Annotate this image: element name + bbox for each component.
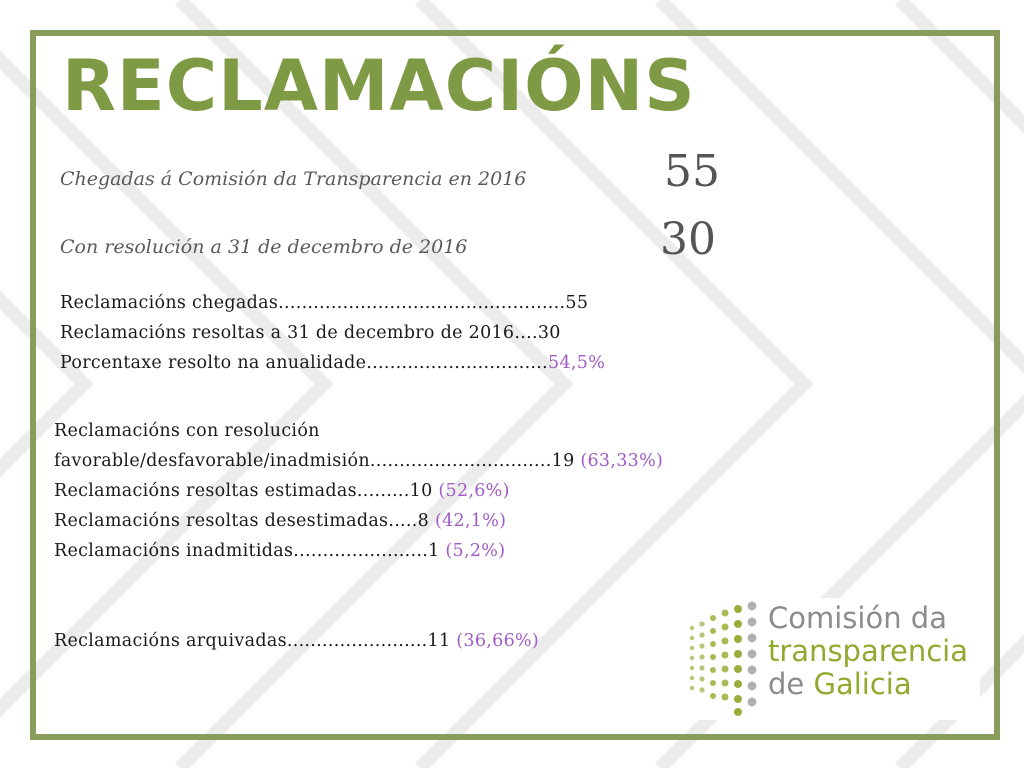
breakdown-inadmissible xyxy=(54,536,663,566)
stat-percent-resolved xyxy=(60,348,605,378)
archived-label: Reclamacións arquivadas........................11 xyxy=(54,631,457,651)
logo-line-3b: Galicia xyxy=(813,667,912,701)
page-title: RECLAMACIÓNS xyxy=(62,45,696,127)
summary-stats-block xyxy=(60,288,605,378)
logo-line-1: Comisión da xyxy=(768,601,947,635)
resolved-label: Con resolución a 31 de decembro de 2016 xyxy=(60,236,468,258)
breakdown-dismissed xyxy=(54,506,663,536)
received-value: 55 xyxy=(664,146,720,197)
stat-percent-label: Porcentaxe resolto na anualidade............................... xyxy=(60,353,549,373)
received-label: Chegadas á Comisión da Transparencia en 2016 xyxy=(60,168,527,190)
breakdown-heading: Reclamacións con resolución xyxy=(54,421,320,441)
logo-line-2: transparencia xyxy=(768,634,969,668)
breakdown-estimated-pct: (52,6%) xyxy=(438,481,510,501)
breakdown-dismissed-pct: (42,1%) xyxy=(434,511,507,531)
commission-logo xyxy=(686,598,980,720)
logo-line-3 xyxy=(768,668,968,701)
breakdown-favorable-label: favorable/desfavorable/inadmisión...............................19 xyxy=(54,451,581,471)
logo-line-3a: de xyxy=(768,667,814,701)
archived-pct: (36,66%) xyxy=(456,631,540,651)
breakdown-estimated xyxy=(54,476,663,506)
breakdown-favorable xyxy=(54,446,663,476)
archived-line xyxy=(54,626,539,656)
stat-percent-value: 54,5% xyxy=(548,353,606,373)
breakdown-estimated-label: Reclamacións resoltas estimadas.........10 xyxy=(54,481,439,501)
breakdown-inadmissible-pct: (5,2%) xyxy=(445,541,506,561)
breakdown-inadmissible-label: Reclamacións inadmitidas.......................1 xyxy=(54,541,446,561)
resolved-value: 30 xyxy=(660,214,716,265)
stat-received: Reclamacións chegadas.................................................55 xyxy=(60,293,589,313)
archived-block xyxy=(54,626,539,656)
breakdown-dismissed-label: Reclamacións resoltas desestimadas.....8 xyxy=(54,511,435,531)
logo-dot-grid-icon xyxy=(686,598,766,720)
stat-resolved: Reclamacións resoltas a 31 de decembro de 2016....30 xyxy=(60,323,561,343)
logo-wordmark xyxy=(768,602,968,701)
breakdown-favorable-pct: (63,33%) xyxy=(580,451,664,471)
resolution-breakdown-block xyxy=(54,416,663,566)
